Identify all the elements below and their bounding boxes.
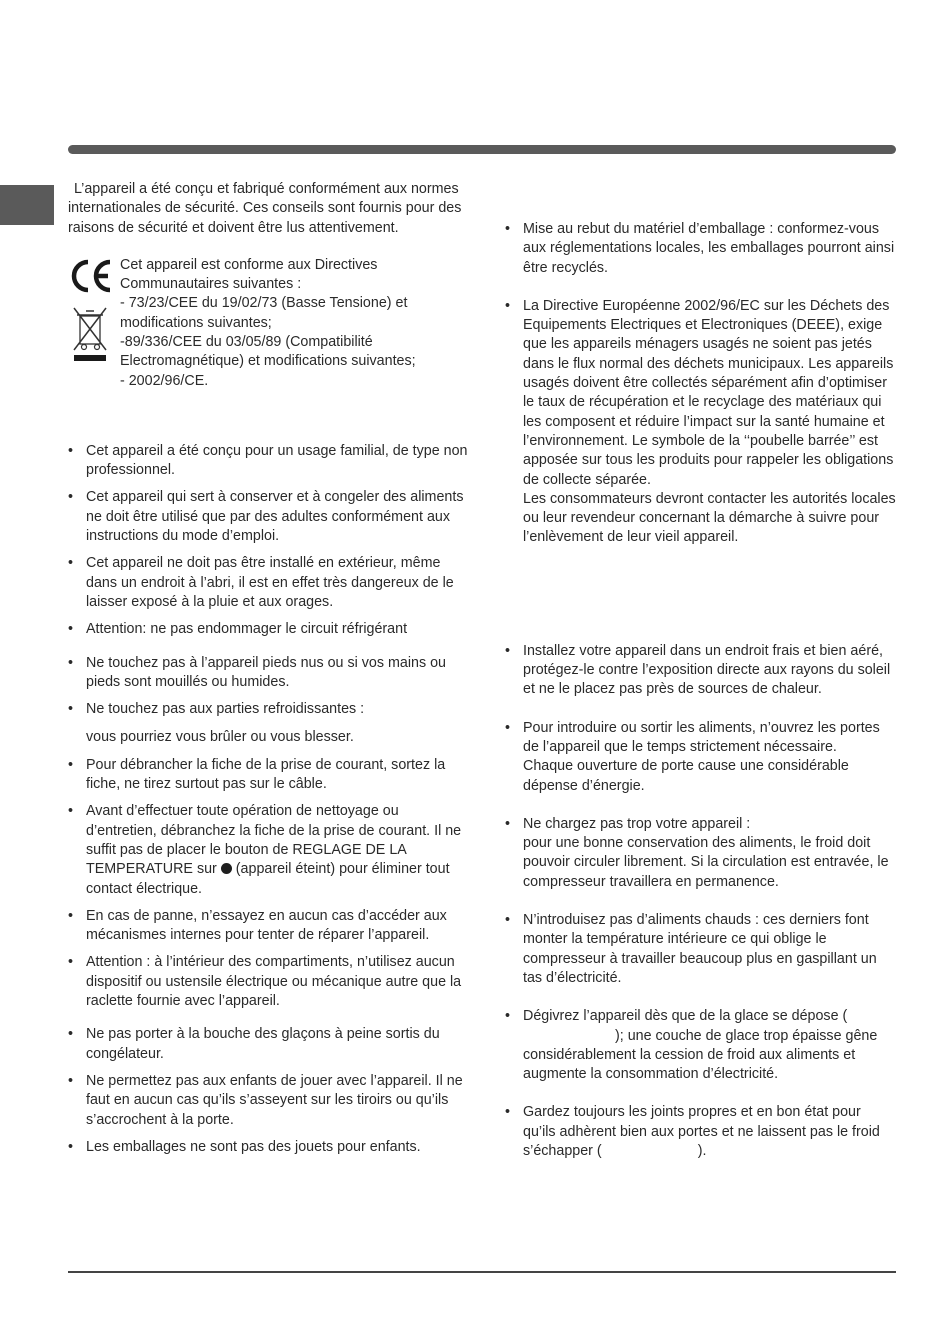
ce-line-7: - 2002/96/CE. (120, 372, 209, 389)
list-item-text: Gardez toujours les joints propres et en bon état pour qu’ils adhèrent bien aux portes et ne laissent pas le froid s’échapper ( (523, 1104, 880, 1159)
list-item-text: Dégivrez l’appareil dès que de la glace se dépose ( (523, 1008, 848, 1025)
list-item-text: ); une couche de glace trop épaisse gêne considérablement la cession de froid aux aliments et augmente la consommation d’électricité. (523, 1027, 878, 1083)
ce-line-1: Cet appareil est conforme aux Directives (120, 256, 378, 273)
list-item: • Ne touchez pas à l’appareil pieds nus ou si vos mains ou pieds sont mouillés ou humides. (68, 654, 468, 693)
list-item (505, 1103, 897, 1161)
ce-line-3: - 73/23/CEE du 19/02/73 (Basse Tensione) et (120, 295, 408, 312)
right-column (505, 220, 897, 1161)
list-item (505, 1007, 897, 1084)
safety-list (68, 442, 468, 1157)
list-item-text: Chaque ouverture de porte cause une considérable dépense d’énergie. (523, 758, 849, 794)
list-item: • N’introduisez pas d’aliments chauds : ces derniers font monter la température intérieure ce qui oblige le compresseur à travailler beaucoup plus en gaspillant un tas d’électricité. (505, 911, 897, 988)
list-item: • Cet appareil qui sert à conserver et à congeler des aliments ne doit être utilisé que par des adultes conformément aux instructions du mode d’emploi. (68, 488, 468, 546)
list-item (505, 815, 897, 892)
crossed-bin-icon (72, 306, 108, 364)
list-item-text: Avant d’effectuer toute opération de nettoyage ou d’entretien, débranchez la fiche de la prise de courant. Il ne suffit pas de placer le bouton de REGLAGE DE LA TEMPERATURE sur (86, 803, 462, 878)
list-item-text: La Directive Européenne 2002/96/EC sur les Déchets des Equipements Electriques et Electroniques (DEEE), exige que les appareils ménagers usagés ne soient pas jetés dans le flux normal des déchets municipaux. Les appareils usagés doivent être collectés séparément afin d’optimiser le taux de récupération et le recyclage des matériaux qui les composent et réduire l’impact sur la santé humaine et l’environnement. Le symbole de la ‘‘poubelle barrée’’ est apposée sur tous les produits pour rappeler les obligations de collecte séparée. (523, 297, 894, 488)
list-item: • Ne touchez pas aux parties refroidissantes : (68, 700, 468, 719)
list-item-text: (appareil éteint) pour éliminer tout contact électrique. (86, 861, 450, 897)
off-position-dot-icon (221, 863, 232, 874)
list-item-text: pour une bonne conservation des aliments, le froid doit pouvoir circuler librement. Si la circulation est entravée, le compresseur travaillera en permanence. (523, 835, 889, 890)
ce-line-5: -89/336/CEE du 03/05/89 (Compatibilité (120, 334, 373, 351)
list-item (68, 802, 468, 898)
list-item: • Ne pas porter à la bouche des glaçons à peine sortis du congélateur. (68, 1025, 468, 1064)
list-item-text: Les consommateurs devront contacter les autorités locales ou leur revendeur concernant la démarche à suivre pour l’enlèvement de leur vieil appareil. (523, 490, 896, 546)
list-item: • Ne permettez pas aux enfants de jouer avec l’appareil. Il ne faut en aucun cas qu’ils s’asseyent sur les tiroirs ou qu’ils s’accrochent à la porte. (68, 1072, 468, 1130)
list-item: • Cet appareil ne doit pas être installé en extérieur, même dans un endroit à l’abri, il est en effet très dangereux de le laisser exposé à la pluie et aux orages. (68, 554, 468, 612)
language-tab (0, 185, 54, 225)
energy-list (505, 642, 897, 1162)
ce-line-2: Communautaires suivantes : (120, 276, 302, 293)
list-item: • Cet appareil a été conçu pour un usage familial, de type non professionnel. (68, 442, 468, 481)
environment-list (505, 220, 897, 548)
list-item: • Mise au rebut du matériel d’emballage : conformez-vous aux réglementations locales, les emballages pourront ainsi être recyclés. (505, 220, 897, 278)
list-item-text: Ne chargez pas trop votre appareil : (523, 815, 751, 832)
list-item: • En cas de panne, n’essayez en aucun cas d’accéder aux mécanismes internes pour tenter de réparer l’appareil. (68, 907, 468, 946)
ce-conformity-block (68, 256, 468, 396)
section-header-bar (68, 145, 896, 154)
ce-line-6: Electromagnétique) et modifications suivantes; (120, 353, 416, 370)
list-item-text: Pour introduire ou sortir les aliments, n’ouvrez les portes de l’appareil que le temps strictement nécessaire. (523, 719, 880, 755)
list-item: • Les emballages ne sont pas des jouets pour enfants. (68, 1138, 468, 1157)
ce-line-4: modifications suivantes; (120, 314, 272, 331)
list-item: • Attention: ne pas endommager le circuit réfrigérant (68, 620, 468, 639)
list-note: vous pourriez vous brûler ou vous blesser. (86, 729, 354, 746)
intro-paragraph: L’appareil a été conçu et fabriqué conformément aux normes internationales de sécurité. Ces conseils sont fournis pour des raisons de sécurité et doivent être lus attentivement. (68, 181, 462, 236)
list-item (505, 297, 897, 548)
list-item: • Pour débrancher la fiche de la prise de courant, sortez la fiche, ne tirez surtout pas sur le câble. (68, 756, 468, 795)
list-item (505, 719, 897, 796)
list-item: • Attention : à l’intérieur des compartiments, n’utilisez aucun dispositif ou ustensile électrique ou mécanique autre que la raclette fournie avec l’appareil. (68, 953, 468, 1011)
footer-rule (68, 1271, 896, 1273)
ce-mark-icon (68, 258, 114, 294)
list-item-text: ). (697, 1142, 707, 1159)
list-item: • Installez votre appareil dans un endroit frais et bien aéré, protégez-le contre l’exposition directe aux rayons du soleil et ne le placez pas près de sources de chaleur. (505, 642, 897, 700)
left-column (68, 180, 468, 1157)
